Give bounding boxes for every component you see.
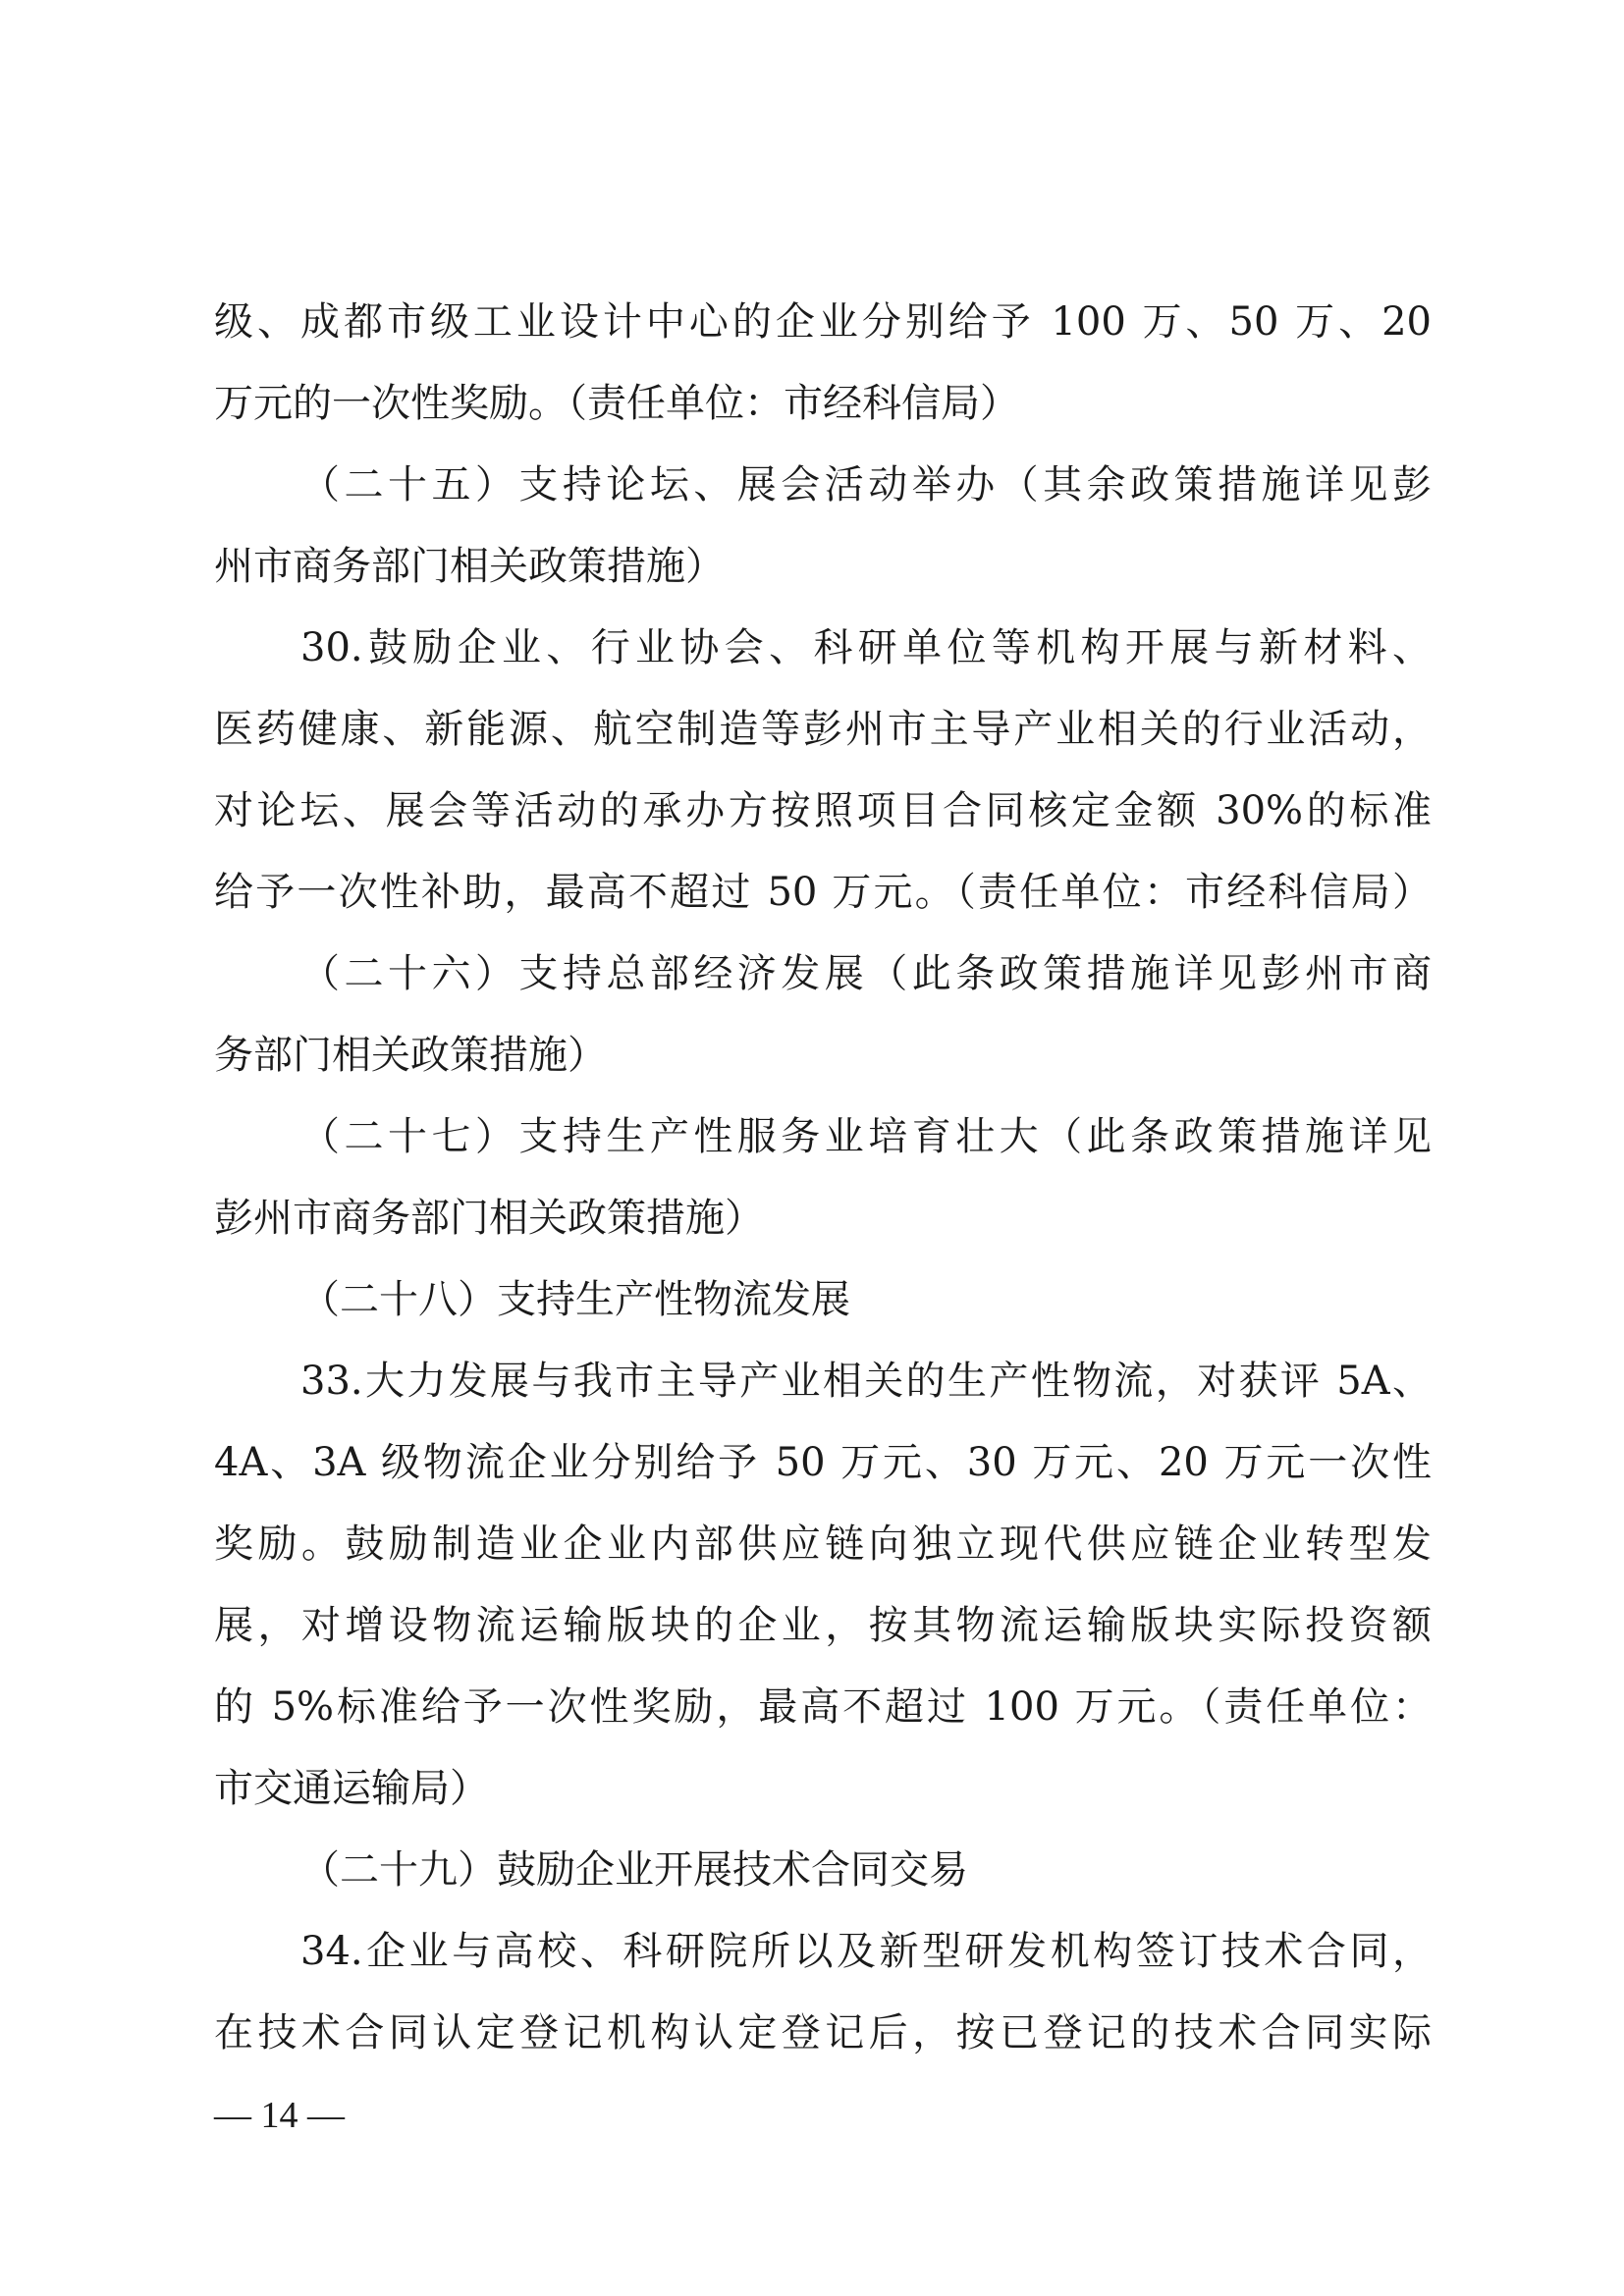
paragraph-start: 34.企业与高校、科研院所以及新型研发机构签订技术合同， <box>300 1929 1432 1974</box>
paragraph-start: 33.大力发展与我市主导产业相关的生产性物流，对获评 5A、 <box>300 1359 1432 1404</box>
text-line: 州市商务部门相关政策措施） <box>214 544 725 589</box>
text-line: 在技术合同认定登记机构认定登记后，按已登记的技术合同实际 <box>214 2010 1432 2056</box>
section-heading: （二十八）支持生产性物流发展 <box>300 1277 850 1322</box>
section-heading: （二十七）支持生产性服务业培育壮大（此条政策措施详见 <box>300 1114 1432 1159</box>
text-line: 彭州市商务部门相关政策措施） <box>214 1196 764 1241</box>
text-line: 给予一次性补助，最高不超过 50 万元。（责任单位：市经科信局） <box>214 870 1432 915</box>
page-number: — 14 — <box>214 2095 345 2136</box>
text-line: 对论坛、展会等活动的承办方按照项目合同核定金额 30%的标准 <box>214 788 1432 833</box>
section-heading: （二十五）支持论坛、展会活动举办（其余政策措施详见彭 <box>300 462 1432 507</box>
text-line: 的 5%标准给予一次性奖励，最高不超过 100 万元。（责任单位： <box>214 1684 1432 1730</box>
text-line: 市交通运输局） <box>214 1766 489 1811</box>
section-heading: （二十九）鼓励企业开展技术合同交易 <box>300 1847 968 1893</box>
text-line: 务部门相关政策措施） <box>214 1033 607 1078</box>
text-line: 奖励。鼓励制造业企业内部供应链向独立现代供应链企业转型发 <box>214 1522 1432 1567</box>
text-line: 4A、3A 级物流企业分别给予 50 万元、30 万元、20 万元一次性 <box>214 1440 1432 1485</box>
text-line: 医药健康、新能源、航空制造等彭州市主导产业相关的行业活动， <box>214 707 1432 752</box>
text-line: 万元的一次性奖励。（责任单位：市经科信局） <box>214 381 1019 426</box>
paragraph-start: 30.鼓励企业、行业协会、科研单位等机构开展与新材料、 <box>300 625 1432 670</box>
section-heading: （二十六）支持总部经济发展（此条政策措施详见彭州市商 <box>300 951 1432 996</box>
text-line: 展，对增设物流运输版块的企业，按其物流运输版块实际投资额 <box>214 1603 1432 1648</box>
body-text <box>214 294 1432 2087</box>
text-line: 级、成都市级工业设计中心的企业分别给予 100 万、50 万、20 <box>214 299 1432 345</box>
